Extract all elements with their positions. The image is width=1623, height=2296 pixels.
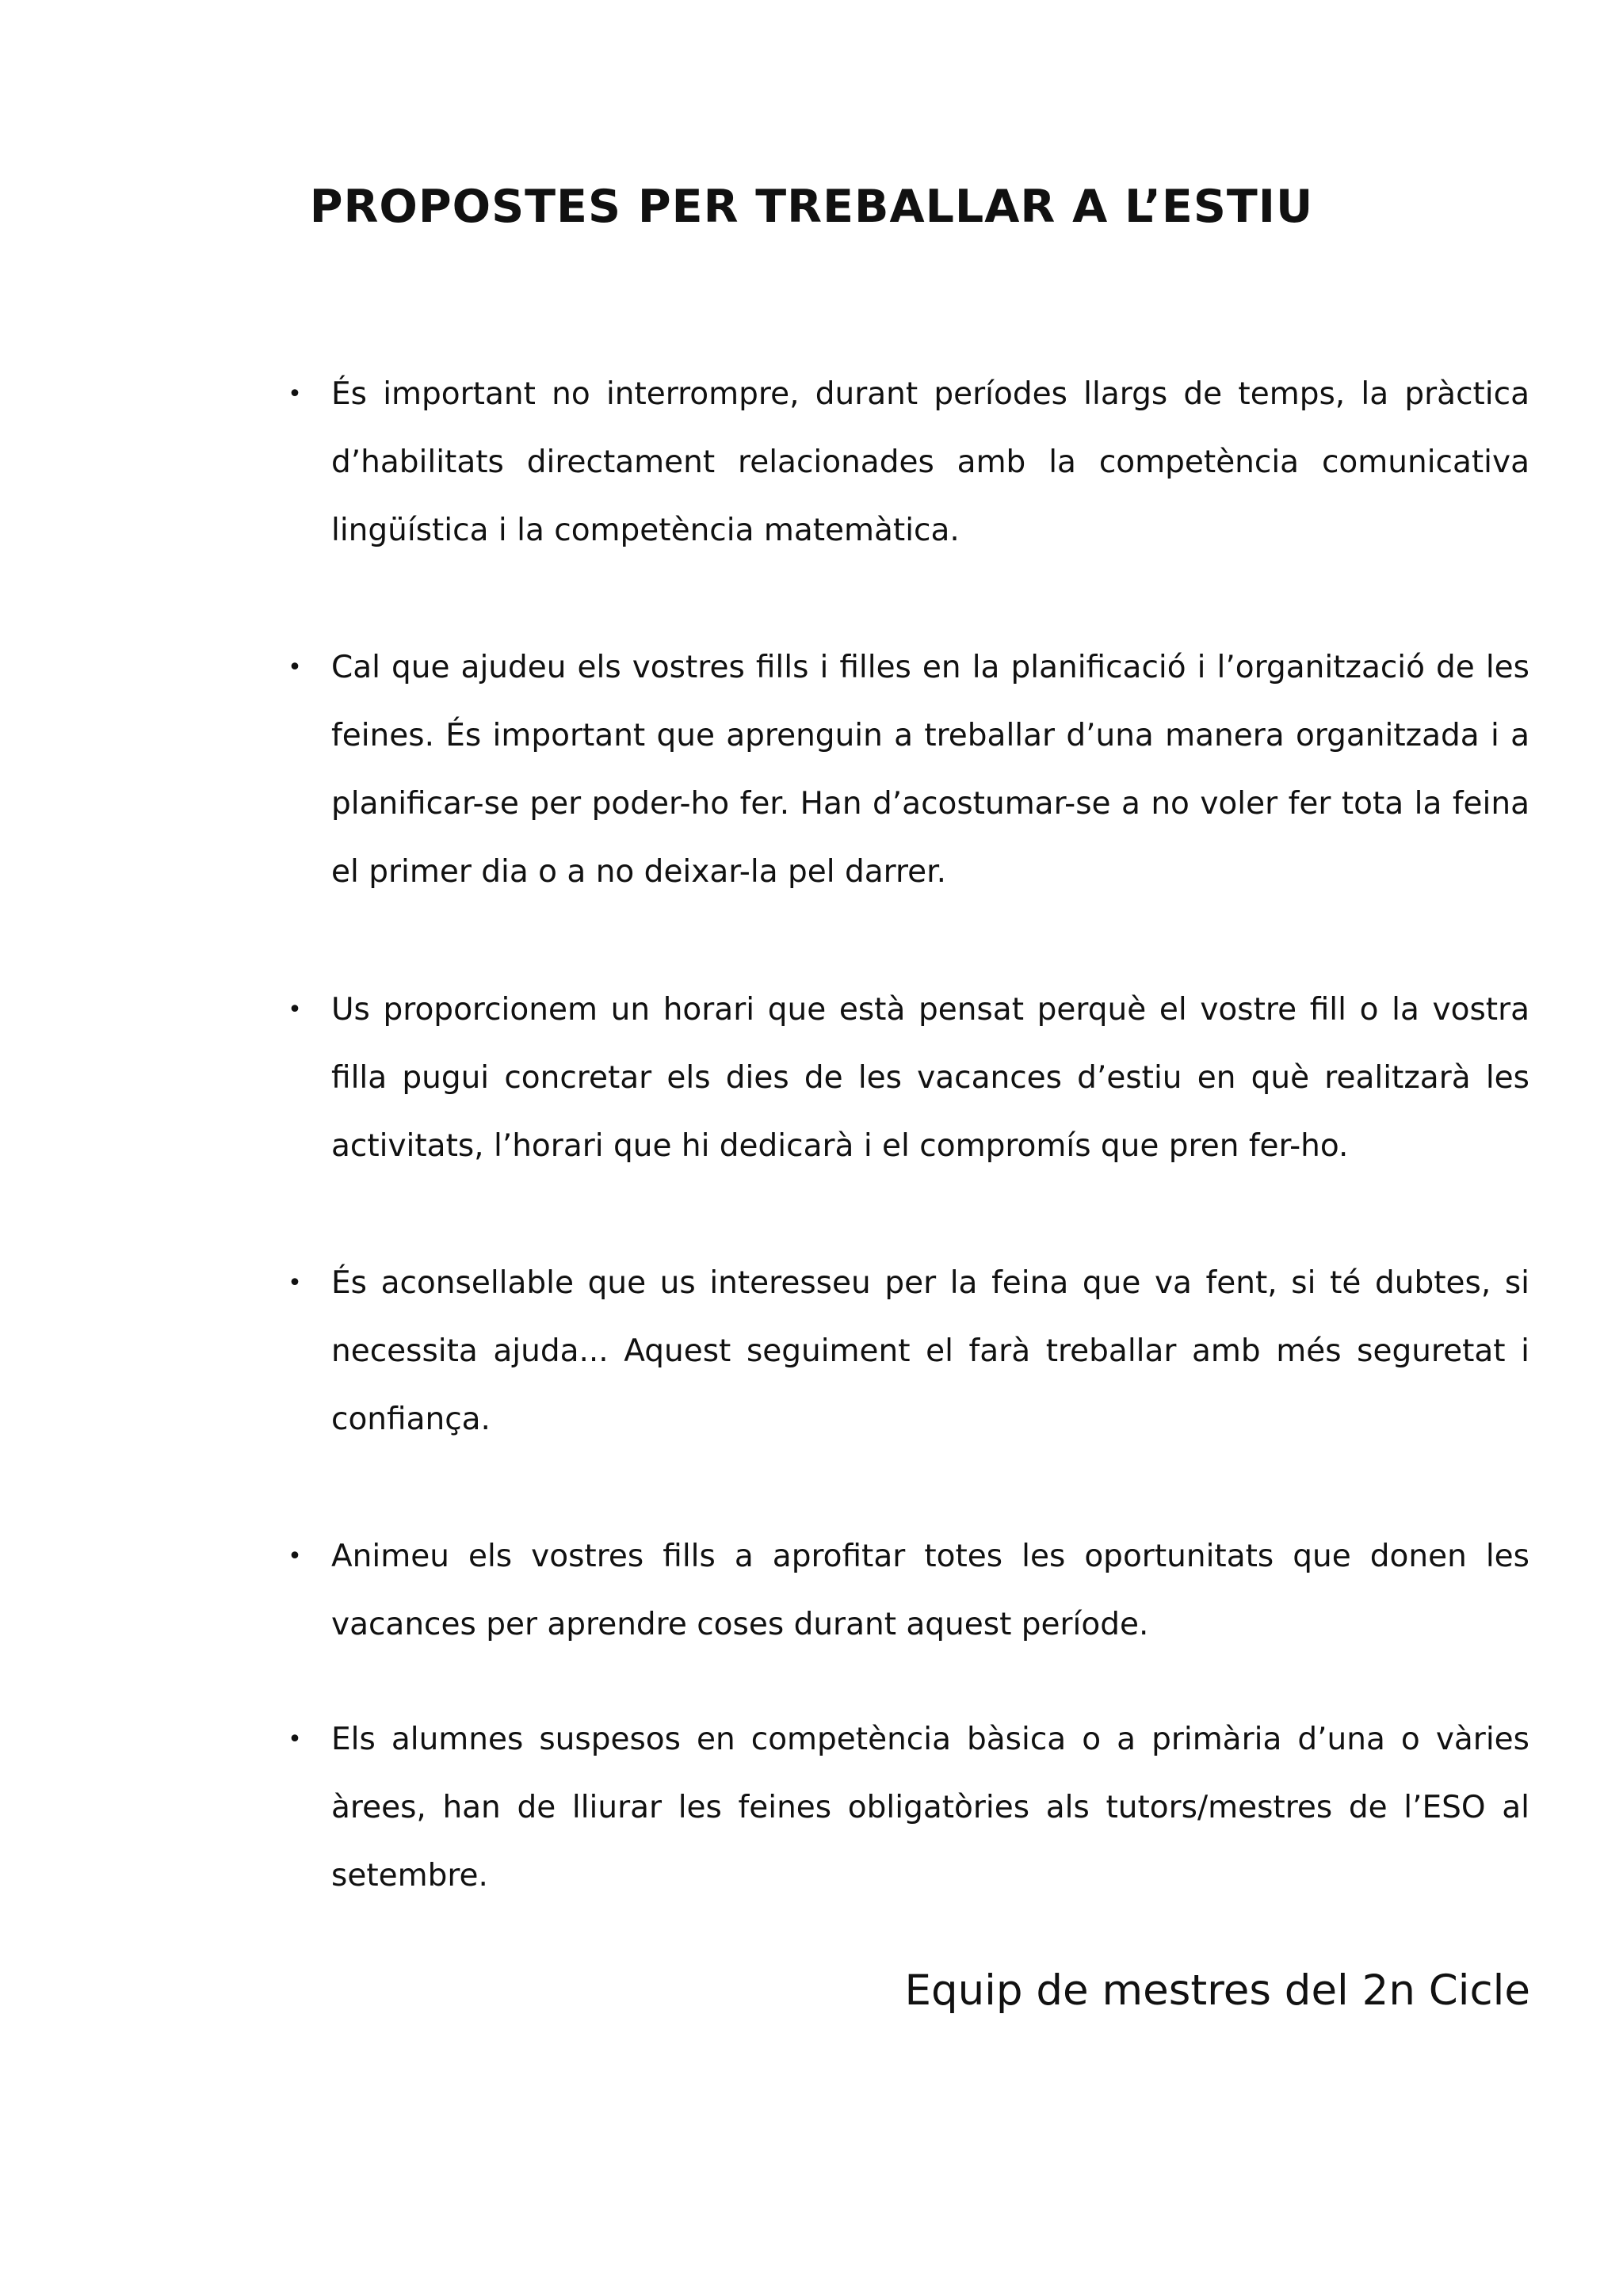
bullet-icon: • bbox=[288, 654, 302, 681]
list-item bbox=[288, 360, 1529, 565]
signature: Equip de mestres del 2n Cicle bbox=[904, 1966, 1530, 2015]
bullet-icon: • bbox=[288, 1269, 302, 1297]
list-item bbox=[288, 976, 1529, 1180]
list-item-text: Us proporcionem un horari que està pensat perquè el vostre fill o la vostra filla pugui concretar els dies de les vacances d’estiu en què realitzarà les activitats, l’horari que hi dedicarà i el compromís que pren fer-ho. bbox=[331, 992, 1529, 1164]
page-title: PROPOSTES PER TREBALLAR A L’ESTIU bbox=[309, 181, 1314, 233]
list-item-text: Cal que ajudeu els vostres fills i filles en la planificació i l’organització de les feines. És important que aprenguin a treballar d’una manera organitzada i a planificar-se per poder-ho fer. Han d’acostumar-se a no voler fer tota la feina el primer dia o a no deixar-la pel darrer. bbox=[331, 650, 1529, 890]
list-item-text: Animeu els vostres fills a aprofitar totes les oportunitats que donen les vacances per aprendre coses durant aquest període. bbox=[331, 1539, 1529, 1642]
bullet-icon: • bbox=[288, 1726, 302, 1753]
list-item-text: És important no interrompre, durant períodes llargs de temps, la pràctica d’habilitats directament relacionades amb la competència comunicativa lingüística i la competència matemàtica. bbox=[331, 376, 1529, 548]
list-item bbox=[288, 634, 1529, 906]
list-item bbox=[288, 1523, 1529, 1659]
bullet-icon: • bbox=[288, 996, 302, 1024]
bullet-icon: • bbox=[288, 380, 302, 408]
bullet-icon: • bbox=[288, 1543, 302, 1570]
list-item bbox=[288, 1706, 1529, 1910]
list-item-text: Els alumnes suspesos en competència bàsica o a primària d’una o vàries àrees, han de lliurar les feines obligatòries als tutors/mestres de l’ESO al setembre. bbox=[331, 1722, 1529, 1894]
list-item-text: És aconsellable que us interesseu per la feina que va fent, si té dubtes, si necessita ajuda... Aquest seguiment el farà treballar amb més seguretat i confiança. bbox=[331, 1265, 1529, 1437]
list-item bbox=[288, 1249, 1529, 1454]
